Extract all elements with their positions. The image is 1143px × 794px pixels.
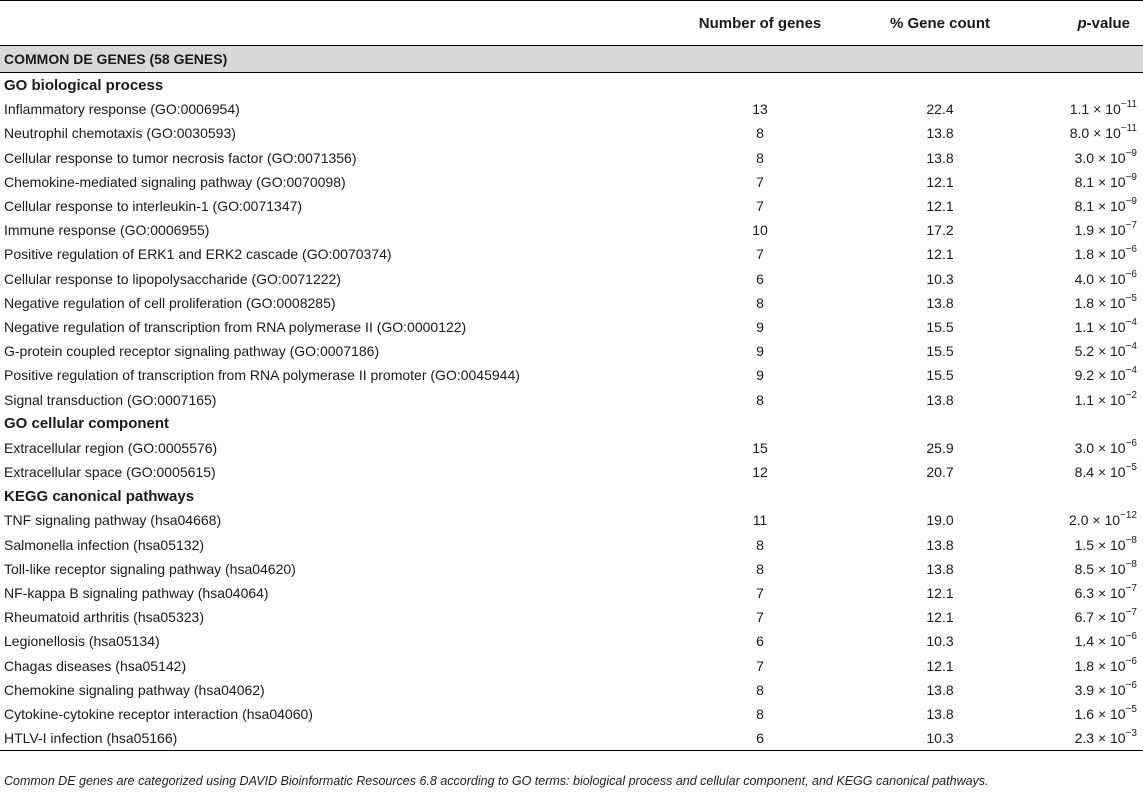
p-exponent: −7 bbox=[1125, 583, 1137, 595]
table-row bbox=[0, 121, 1143, 145]
times-sign: × bbox=[1097, 318, 1107, 335]
p-exponent: −3 bbox=[1125, 728, 1137, 740]
p-exponent: −6 bbox=[1125, 655, 1137, 667]
p-mantissa: 3.0 bbox=[1074, 439, 1095, 456]
times-sign: × bbox=[1097, 294, 1107, 311]
genes-cell: 11 bbox=[752, 512, 768, 529]
pct-cell: 25.9 bbox=[926, 439, 954, 456]
section-title: GO biological process bbox=[4, 76, 164, 94]
term-cell: Negative regulation of cell proliferation (GO:0008285) bbox=[4, 294, 336, 311]
p-base: 10 bbox=[1110, 464, 1126, 481]
pct-cell: 15.5 bbox=[926, 318, 954, 335]
header-gene-count-percent: % Gene count bbox=[860, 1, 1020, 46]
p-value-cell bbox=[1020, 654, 1143, 678]
p-exponent: −4 bbox=[1125, 316, 1137, 328]
term-cell: Chemokine signaling pathway (hsa04062) bbox=[4, 681, 265, 698]
p-exponent: −6 bbox=[1125, 268, 1137, 280]
genes-cell: 15 bbox=[752, 439, 768, 456]
times-sign: × bbox=[1097, 585, 1107, 602]
genes-cell: 10 bbox=[752, 222, 768, 239]
p-mantissa: 2.3 bbox=[1074, 730, 1095, 747]
pct-cell: 19.0 bbox=[926, 512, 954, 529]
table-row bbox=[0, 363, 1143, 387]
p-base: 10 bbox=[1110, 439, 1126, 456]
table-row bbox=[0, 339, 1143, 363]
p-base: 10 bbox=[1105, 125, 1121, 142]
p-exponent: −9 bbox=[1125, 171, 1137, 183]
table-row bbox=[0, 315, 1143, 339]
table-row bbox=[0, 218, 1143, 242]
header-p-value bbox=[1020, 1, 1143, 46]
table-row bbox=[0, 146, 1143, 170]
p-mantissa: 6.7 bbox=[1074, 609, 1095, 626]
p-mantissa: 9.2 bbox=[1074, 367, 1095, 384]
p-base: 10 bbox=[1110, 318, 1126, 335]
term-cell: Negative regulation of transcription from RNA polymerase II (GO:0000122) bbox=[4, 318, 467, 335]
p-value-cell bbox=[1020, 339, 1143, 363]
genes-cell: 13 bbox=[752, 101, 768, 118]
term-cell: Chemokine-mediated signaling pathway (GO:0070098) bbox=[4, 173, 346, 190]
term-cell: Cellular response to tumor necrosis factor (GO:0071356) bbox=[4, 149, 357, 166]
p-exponent: −11 bbox=[1120, 123, 1137, 135]
p-value-cell bbox=[1020, 702, 1143, 726]
genes-cell: 7 bbox=[756, 198, 764, 215]
pct-cell: 12.1 bbox=[926, 609, 954, 626]
p-base: 10 bbox=[1110, 560, 1126, 577]
p-value-cell bbox=[1020, 121, 1143, 145]
times-sign: × bbox=[1097, 536, 1107, 553]
term-cell: Positive regulation of transcription from RNA polymerase II promoter (GO:0045944) bbox=[4, 367, 520, 384]
genes-cell: 9 bbox=[756, 318, 764, 335]
table-row bbox=[0, 97, 1143, 121]
pct-cell: 12.1 bbox=[926, 198, 954, 215]
times-sign: × bbox=[1097, 657, 1107, 674]
p-value-cell bbox=[1020, 363, 1143, 387]
p-mantissa: 1.8 bbox=[1074, 246, 1095, 263]
p-mantissa: 1.9 bbox=[1074, 222, 1095, 239]
times-sign: × bbox=[1097, 464, 1107, 481]
pct-cell: 22.4 bbox=[926, 101, 954, 118]
genes-cell: 12 bbox=[752, 464, 768, 481]
times-sign: × bbox=[1097, 633, 1107, 650]
p-mantissa: 6.3 bbox=[1074, 585, 1095, 602]
p-base: 10 bbox=[1110, 343, 1126, 360]
p-value-cell bbox=[1020, 726, 1143, 751]
p-exponent: −6 bbox=[1125, 244, 1137, 256]
term-cell: G-protein coupled receptor signaling pathway (GO:0007186) bbox=[4, 343, 380, 360]
term-cell: Cellular response to interleukin-1 (GO:0071347) bbox=[4, 198, 303, 215]
p-mantissa: 4.0 bbox=[1074, 270, 1095, 287]
p-value-cell bbox=[1020, 460, 1143, 484]
pct-cell: 12.1 bbox=[926, 246, 954, 263]
pct-cell: 17.2 bbox=[926, 222, 954, 239]
p-mantissa: 1.1 bbox=[1074, 318, 1095, 335]
times-sign: × bbox=[1093, 101, 1102, 118]
genes-cell: 7 bbox=[756, 585, 764, 602]
p-base: 10 bbox=[1110, 173, 1126, 190]
times-sign: × bbox=[1097, 730, 1107, 747]
table-row bbox=[0, 508, 1143, 532]
p-base: 10 bbox=[1110, 222, 1126, 239]
term-cell: Chagas diseases (hsa05142) bbox=[4, 657, 187, 674]
genes-cell: 8 bbox=[756, 560, 764, 577]
genes-cell: 6 bbox=[660, 726, 860, 751]
pct-cell: 10.3 bbox=[926, 270, 954, 287]
p-exponent: −9 bbox=[1125, 196, 1137, 208]
p-value-cell bbox=[1020, 242, 1143, 266]
table-row bbox=[0, 291, 1143, 315]
table-footnote: Common DE genes are categorized using DAVID Bioinformatic Resources 6.8 according to GO terms: biological process and cellular component, and KEGG canonical pathways. bbox=[4, 774, 989, 788]
p-value-cell bbox=[1020, 315, 1143, 339]
times-sign: × bbox=[1097, 270, 1107, 287]
p-base: 10 bbox=[1110, 585, 1126, 602]
term-cell: Extracellular region (GO:0005576) bbox=[4, 439, 218, 456]
p-value-cell bbox=[1020, 97, 1143, 121]
p-base: 10 bbox=[1110, 609, 1126, 626]
p-base: 10 bbox=[1110, 246, 1126, 263]
header-number-of-genes: Number of genes bbox=[660, 1, 860, 46]
p-value-cell bbox=[1020, 581, 1143, 605]
p-mantissa: 1.4 bbox=[1074, 633, 1095, 650]
p-exponent: −5 bbox=[1125, 703, 1137, 715]
term-cell: Inflammatory response (GO:0006954) bbox=[4, 101, 240, 118]
p-base: 10 bbox=[1110, 705, 1126, 722]
term-cell: Cytokine-cytokine receptor interaction (hsa04060) bbox=[4, 705, 313, 722]
term-cell: Positive regulation of ERK1 and ERK2 cascade (GO:0070374) bbox=[4, 246, 392, 263]
p-mantissa: 1.5 bbox=[1074, 536, 1095, 553]
p-exponent: −2 bbox=[1125, 389, 1137, 401]
pct-cell: 13.8 bbox=[926, 705, 954, 722]
pct-cell: 10.3 bbox=[860, 726, 1020, 751]
p-value-cell bbox=[1020, 146, 1143, 170]
times-sign: × bbox=[1097, 681, 1107, 698]
p-mantissa: 8.1 bbox=[1074, 198, 1095, 215]
p-value-cell bbox=[1020, 557, 1143, 581]
p-mantissa: 1.8 bbox=[1074, 294, 1095, 311]
header-term bbox=[0, 1, 660, 46]
table-row bbox=[0, 194, 1143, 218]
times-sign: × bbox=[1097, 609, 1107, 626]
genes-cell: 6 bbox=[756, 633, 764, 650]
genes-cell: 7 bbox=[756, 246, 764, 263]
header-p-italic: p bbox=[1077, 14, 1087, 32]
p-base: 10 bbox=[1110, 633, 1126, 650]
genes-cell: 6 bbox=[756, 270, 764, 287]
genes-cell: 8 bbox=[756, 681, 764, 698]
p-value-cell bbox=[1020, 678, 1143, 702]
pct-cell: 12.1 bbox=[926, 173, 954, 190]
p-exponent: −7 bbox=[1125, 220, 1137, 232]
pct-cell: 12.1 bbox=[926, 657, 954, 674]
section-title: KEGG canonical pathways bbox=[4, 487, 195, 505]
term-cell: Salmonella infection (hsa05132) bbox=[4, 536, 205, 553]
times-sign: × bbox=[1097, 149, 1107, 166]
genes-cell: 8 bbox=[756, 536, 764, 553]
p-base: 10 bbox=[1110, 198, 1126, 215]
pct-cell: 13.8 bbox=[926, 125, 954, 142]
pct-cell: 15.5 bbox=[926, 343, 954, 360]
table-row bbox=[0, 267, 1143, 291]
times-sign: × bbox=[1097, 246, 1107, 263]
p-mantissa: 1.8 bbox=[1074, 657, 1095, 674]
times-sign: × bbox=[1097, 705, 1107, 722]
section-title: GO cellular component bbox=[4, 415, 170, 433]
times-sign: × bbox=[1097, 343, 1107, 360]
times-sign: × bbox=[1097, 439, 1107, 456]
p-mantissa: 3.9 bbox=[1074, 681, 1095, 698]
table-row bbox=[0, 702, 1143, 726]
p-mantissa: 1.1 bbox=[1074, 391, 1095, 408]
genes-cell: 8 bbox=[756, 294, 764, 311]
genes-cell: 8 bbox=[756, 391, 764, 408]
p-exponent: −5 bbox=[1125, 462, 1137, 474]
p-mantissa: 3.0 bbox=[1074, 149, 1095, 166]
p-exponent: −6 bbox=[1125, 679, 1137, 691]
p-mantissa: 8.1 bbox=[1074, 173, 1095, 190]
times-sign: × bbox=[1097, 367, 1107, 384]
times-sign: × bbox=[1097, 173, 1107, 190]
term-cell: Signal transduction (GO:0007165) bbox=[4, 391, 217, 408]
genes-cell: 8 bbox=[756, 125, 764, 142]
p-value-cell bbox=[1020, 387, 1143, 411]
table-row bbox=[0, 605, 1143, 629]
table-row bbox=[0, 436, 1143, 460]
term-cell: Extracellular space (GO:0005615) bbox=[4, 464, 216, 481]
table-row bbox=[0, 460, 1143, 484]
p-base: 10 bbox=[1110, 294, 1126, 311]
genes-cell: 8 bbox=[756, 705, 764, 722]
p-value-cell bbox=[1020, 267, 1143, 291]
p-value-cell bbox=[1020, 436, 1143, 460]
p-base: 10 bbox=[1110, 367, 1126, 384]
term-cell: Immune response (GO:0006955) bbox=[4, 222, 210, 239]
p-exponent: −11 bbox=[1120, 99, 1137, 111]
p-exponent: −8 bbox=[1125, 534, 1137, 546]
term-cell: TNF signaling pathway (hsa04668) bbox=[4, 512, 222, 529]
term-cell: HTLV-I infection (hsa05166) bbox=[0, 726, 660, 751]
p-exponent: −8 bbox=[1125, 558, 1137, 570]
section-header bbox=[0, 484, 1143, 508]
p-exponent: −7 bbox=[1125, 607, 1137, 619]
genes-cell: 7 bbox=[756, 173, 764, 190]
pct-cell: 13.8 bbox=[926, 294, 954, 311]
table-row bbox=[0, 557, 1143, 581]
p-mantissa: 8.0 bbox=[1069, 125, 1090, 142]
term-cell: Cellular response to lipopolysaccharide (GO:0071222) bbox=[4, 270, 341, 287]
term-cell: Rheumatoid arthritis (hsa05323) bbox=[4, 609, 204, 626]
p-base: 10 bbox=[1110, 657, 1126, 674]
p-mantissa: 8.5 bbox=[1074, 560, 1095, 577]
times-sign: × bbox=[1093, 125, 1102, 142]
header-p-rest: -value bbox=[1086, 14, 1130, 32]
genes-cell: 9 bbox=[756, 343, 764, 360]
genes-cell: 9 bbox=[756, 367, 764, 384]
table-row bbox=[0, 242, 1143, 266]
table-row bbox=[0, 533, 1143, 557]
pct-cell: 13.8 bbox=[926, 681, 954, 698]
p-mantissa: 5.2 bbox=[1074, 343, 1095, 360]
p-exponent: −12 bbox=[1120, 510, 1137, 522]
table-row bbox=[0, 726, 1143, 751]
common-de-genes-band bbox=[0, 46, 1143, 73]
p-exponent: −5 bbox=[1125, 292, 1137, 304]
pct-cell: 15.5 bbox=[926, 367, 954, 384]
term-cell: Toll-like receptor signaling pathway (hsa04620) bbox=[4, 560, 296, 577]
p-exponent: −4 bbox=[1125, 365, 1137, 377]
p-exponent: −6 bbox=[1125, 437, 1137, 449]
pct-cell: 13.8 bbox=[926, 149, 954, 166]
p-value-cell bbox=[1020, 194, 1143, 218]
p-value-cell bbox=[1020, 629, 1143, 653]
p-base: 10 bbox=[1110, 270, 1126, 287]
p-exponent: −6 bbox=[1125, 631, 1137, 643]
p-base: 10 bbox=[1110, 536, 1126, 553]
table-row bbox=[0, 170, 1143, 194]
table-row bbox=[0, 678, 1143, 702]
pct-cell: 12.1 bbox=[926, 585, 954, 602]
table-row bbox=[0, 654, 1143, 678]
p-exponent: −4 bbox=[1125, 341, 1137, 353]
term-cell: Legionellosis (hsa05134) bbox=[4, 633, 160, 650]
pct-cell: 13.8 bbox=[926, 391, 954, 408]
term-cell: NF-kappa B signaling pathway (hsa04064) bbox=[4, 585, 269, 602]
p-base: 10 bbox=[1110, 391, 1126, 408]
p-mantissa: 8.4 bbox=[1074, 464, 1095, 481]
p-value-cell bbox=[1020, 605, 1143, 629]
p-exponent: −9 bbox=[1125, 147, 1137, 159]
p-base: 10 bbox=[1110, 681, 1126, 698]
section-header bbox=[0, 412, 1143, 436]
times-sign: × bbox=[1097, 560, 1107, 577]
p-mantissa: 1.1 bbox=[1069, 101, 1090, 118]
pct-cell: 13.8 bbox=[926, 536, 954, 553]
band-label: COMMON DE GENES (58 GENES) bbox=[0, 46, 1143, 73]
table-row bbox=[0, 629, 1143, 653]
p-base: 10 bbox=[1110, 149, 1126, 166]
p-value-cell bbox=[1020, 218, 1143, 242]
pct-cell: 20.7 bbox=[926, 464, 954, 481]
times-sign: × bbox=[1097, 198, 1107, 215]
p-base: 10 bbox=[1104, 512, 1121, 529]
p-value-cell bbox=[1020, 508, 1143, 532]
table-header-row bbox=[0, 1, 1143, 46]
term-cell: Neutrophil chemotaxis (GO:0030593) bbox=[4, 125, 236, 142]
p-mantissa: 1.6 bbox=[1074, 705, 1095, 722]
genes-cell: 8 bbox=[756, 149, 764, 166]
p-value-cell bbox=[1020, 533, 1143, 557]
p-base: 10 bbox=[1110, 730, 1126, 747]
pct-cell: 10.3 bbox=[926, 633, 954, 650]
p-value-cell bbox=[1020, 170, 1143, 194]
genes-cell: 7 bbox=[756, 657, 764, 674]
p-base: 10 bbox=[1105, 101, 1121, 118]
p-value-cell bbox=[1020, 291, 1143, 315]
pct-cell: 13.8 bbox=[926, 560, 954, 577]
section-header bbox=[0, 73, 1143, 98]
times-sign: × bbox=[1097, 222, 1107, 239]
table-row bbox=[0, 581, 1143, 605]
genes-cell: 7 bbox=[756, 609, 764, 626]
table-row bbox=[0, 387, 1143, 411]
times-sign: × bbox=[1092, 512, 1101, 529]
times-sign: × bbox=[1097, 391, 1107, 408]
p-mantissa: 2.0 bbox=[1069, 512, 1089, 529]
